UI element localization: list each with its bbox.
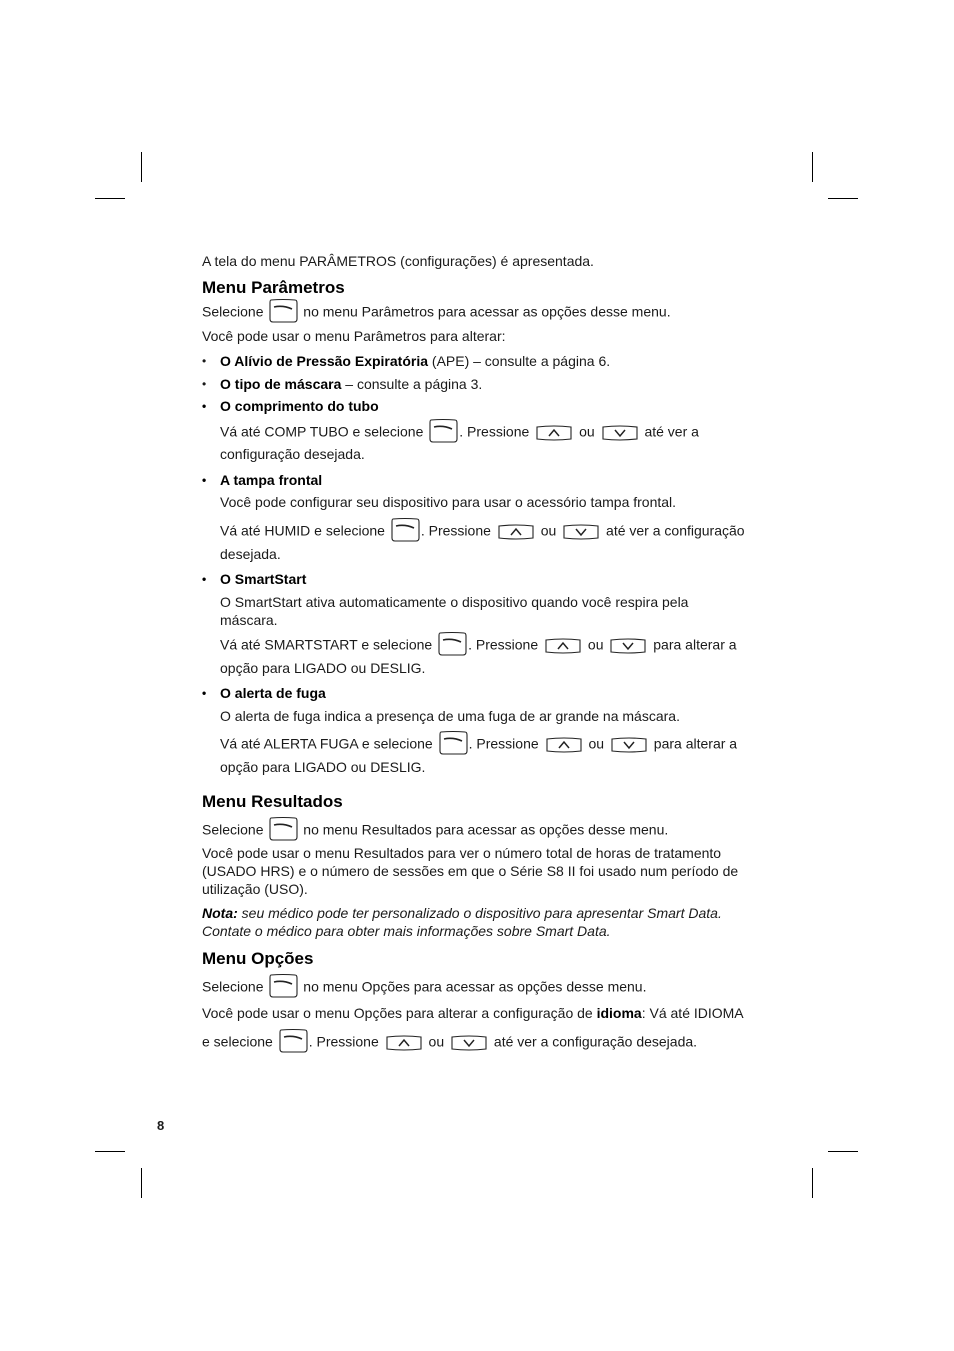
bullet: • (202, 473, 207, 487)
up-key-icon (544, 638, 582, 654)
list-item-tube: • O comprimento do tubo (202, 398, 379, 414)
parametros-select-line: Selecione no menu Parâmetros para acessar as opções desse menu. (202, 300, 671, 326)
leak-text: O alerta de fuga indica a presença de uma fuga de ar grande na máscara. (220, 708, 680, 724)
resultados-select-line: Selecione no menu Resultados para acessar as opções desse menu. (202, 818, 668, 844)
select-key-icon (390, 517, 420, 543)
smartstart-text: O SmartStart ativa automaticamente o dispositivo quando você respira pela máscara. (220, 594, 689, 628)
smartstart-line-2: opção para LIGADO ou DESLIG. (220, 660, 426, 676)
tube-line-2: configuração desejada. (220, 446, 365, 462)
opcoes-line-1: Você pode usar o menu Opções para alterar a configuração de idioma: Vá até IDIOMA (202, 1005, 744, 1021)
select-key-icon (268, 973, 298, 999)
parametros-lead: Você pode usar o menu Parâmetros para alterar: (202, 328, 506, 344)
resultados-note: Nota: seu médico pode ter personalizado o dispositivo para apresentar Smart Data. Contate o médico para obter mais informações sobre Smart Data. (202, 905, 722, 939)
crop-mark (812, 152, 813, 182)
down-key-icon (450, 1035, 488, 1051)
bullet: • (202, 354, 207, 368)
opcoes-line-2: e selecione . Pressione ou até ver a configuração desejada. (202, 1030, 697, 1056)
down-key-icon (601, 425, 639, 441)
bullet: • (202, 399, 207, 413)
bullet: • (202, 377, 207, 391)
heading-parametros: Menu Parâmetros (202, 278, 345, 297)
heading-opcoes: Menu Opções (202, 949, 314, 968)
opcoes-select-line: Selecione no menu Opções para acessar as opções desse menu. (202, 975, 646, 1001)
up-key-icon (497, 524, 535, 540)
bullet: • (202, 572, 207, 586)
list-item-cover: • A tampa frontal (202, 472, 323, 488)
crop-mark (141, 1168, 142, 1198)
down-key-icon (609, 638, 647, 654)
bullet: • (202, 686, 207, 700)
cover-line-1: Vá até HUMID e selecione . Pressione ou até ver a configuração (220, 519, 745, 545)
resultados-text: Você pode usar o menu Resultados para ver o número total de horas de tratamento (USADO HRS) e o número de sessões em que o Série S8 II foi usado num período de utilização (USO). (202, 845, 739, 897)
select-key-icon (437, 631, 467, 657)
up-key-icon (545, 737, 583, 753)
up-key-icon (385, 1035, 423, 1051)
cover-text: Você pode configurar seu dispositivo para usar o acessório tampa frontal. (220, 494, 677, 510)
list-item-leak: • O alerta de fuga (202, 685, 326, 701)
crop-mark (828, 1151, 858, 1152)
smartstart-line-1: Vá até SMARTSTART e selecione . Pressione ou para alterar a (220, 633, 737, 659)
select-key-icon (268, 298, 298, 324)
crop-mark (812, 1168, 813, 1198)
heading-resultados: Menu Resultados (202, 792, 343, 811)
page-number: 8 (157, 1118, 165, 1133)
leak-line-1: Vá até ALERTA FUGA e selecione . Pressione ou para alterar a (220, 732, 737, 758)
leak-line-2: opção para LIGADO ou DESLIG. (220, 759, 426, 775)
list-item-mask: • O tipo de máscara – consulte a página 3. (202, 376, 483, 392)
cover-line-2: desejada. (220, 546, 281, 562)
list-item-ape: • O Alívio de Pressão Expiratória (APE) – consulte a página 6. (202, 353, 611, 369)
down-key-icon (610, 737, 648, 753)
crop-mark (95, 1151, 125, 1152)
up-key-icon (535, 425, 573, 441)
crop-mark (828, 198, 858, 199)
list-item-smartstart: • O SmartStart (202, 571, 307, 587)
crop-mark (141, 152, 142, 182)
crop-mark (95, 198, 125, 199)
tube-line-1: Vá até COMP TUBO e selecione . Pressione ou até ver a (220, 420, 699, 446)
down-key-icon (562, 524, 600, 540)
select-key-icon (428, 418, 458, 444)
select-key-icon (438, 730, 468, 756)
select-key-icon (268, 816, 298, 842)
select-key-icon (278, 1028, 308, 1054)
intro-text: A tela do menu PARÂMETROS (configurações) é apresentada. (202, 253, 594, 269)
